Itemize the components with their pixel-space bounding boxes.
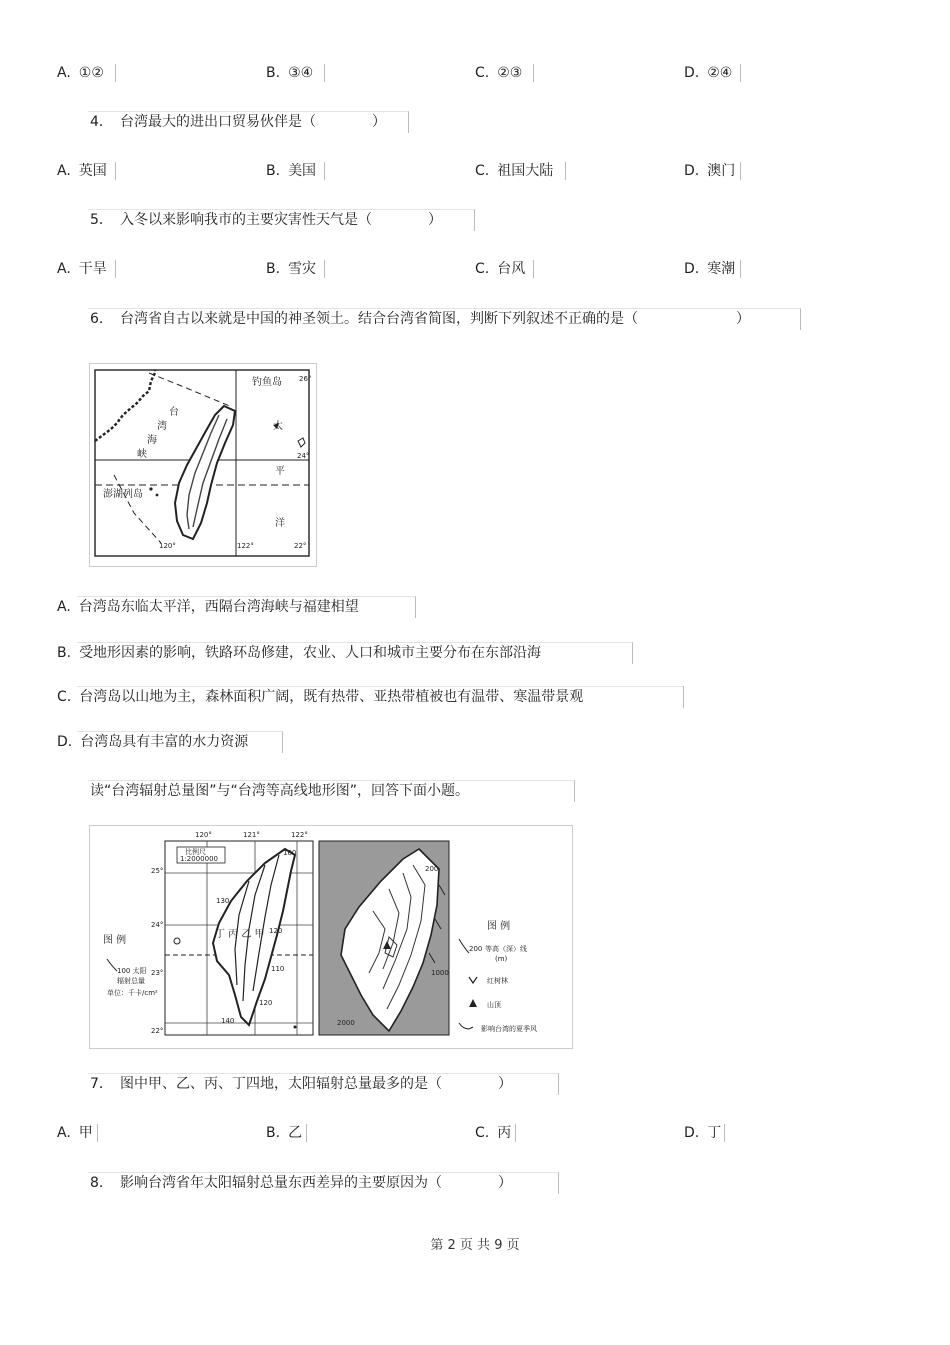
q4-option-a[interactable]: A. 英国	[57, 160, 107, 182]
mangrove-legend: 红树林	[487, 977, 508, 985]
legend-title-left: 图 例	[103, 935, 127, 946]
contour-unit: (m)	[495, 955, 508, 963]
lon120-label: 120°	[159, 542, 176, 550]
q5-options	[57, 258, 757, 280]
lon121: 121°	[243, 831, 260, 839]
q3-option-d[interactable]: D. ②④	[684, 62, 732, 84]
yang-label: 洋	[275, 518, 285, 529]
places-label: 丁 丙 乙 甲	[215, 929, 265, 940]
q8-stem: 8． 影响台湾省年太阳辐射总量东西差异的主要原因为（ ）	[90, 1172, 512, 1194]
v120-a: 120	[269, 927, 283, 935]
monsoon-legend: 影响台湾的夏季风	[481, 1025, 537, 1033]
legend-unit-left: 单位：千卡/cm²	[107, 989, 158, 997]
q7-option-b[interactable]: B. 乙	[266, 1122, 302, 1144]
taiwan-radiation-contour-maps	[89, 825, 573, 1049]
scale-value: 1:2000000	[180, 855, 218, 863]
strait-label-3: 海	[147, 435, 157, 446]
legend-line2-left: 辐射总量	[117, 977, 145, 985]
q5-option-c[interactable]: C. 台风	[475, 258, 525, 280]
v130: 130	[216, 897, 230, 905]
q3-options	[57, 62, 757, 84]
q4-option-d[interactable]: D. 澳门	[684, 160, 735, 182]
q7-option-c[interactable]: C. 丙	[475, 1122, 511, 1144]
v110: 110	[271, 965, 285, 973]
ping-label: 平	[275, 466, 285, 477]
q5-option-a[interactable]: A. 干旱	[57, 258, 107, 280]
q3-option-a[interactable]: A. ①②	[57, 62, 104, 84]
q4-options	[57, 160, 757, 182]
taiwan-map	[89, 363, 317, 567]
lat22-label: 22°	[294, 542, 307, 550]
q7-option-d[interactable]: D. 丁	[684, 1122, 721, 1144]
strait-label-4: 峡	[137, 449, 147, 460]
q3-option-b[interactable]: B. ③④	[266, 62, 313, 84]
contour-legend: 等高（深）线	[485, 945, 527, 953]
lat24-label: 24°	[297, 452, 310, 460]
legend-line-left: 100 太阳	[117, 967, 147, 975]
q3-option-c[interactable]: C. ②③	[475, 62, 522, 84]
lat24: 24°	[151, 921, 164, 929]
scale-title: 比例尺	[185, 848, 206, 856]
q6-option-d[interactable]: D. 台湾岛具有丰富的水力资源	[57, 731, 248, 753]
q7-options	[57, 1122, 757, 1144]
lon122: 122°	[291, 831, 308, 839]
lon122-label: 122°	[237, 542, 254, 550]
v120-b: 120	[259, 999, 273, 1007]
lat25: 25°	[151, 867, 164, 875]
q5-option-b[interactable]: B. 雪灾	[266, 258, 316, 280]
diaoyu-label: 钓鱼岛	[252, 377, 282, 388]
q4-option-c[interactable]: C. 祖国大陆	[475, 160, 553, 182]
d2000-left: 2000	[337, 1019, 355, 1027]
q5-option-d[interactable]: D. 寒潮	[684, 258, 735, 280]
lat22: 22°	[151, 1027, 164, 1035]
legend-title-right: 图 例	[487, 921, 511, 932]
q6-option-c[interactable]: C. 台湾岛以山地为主，森林面积广阔，既有热带、亚热带植被也有温带、寒温带景观	[57, 686, 583, 708]
d200-legend: 200	[469, 945, 483, 953]
lat23: 23°	[151, 969, 164, 977]
v100: 100	[283, 849, 297, 857]
q6-stem: 6． 台湾省自古以来就是中国的神圣领土。结合台湾省简图，判断下列叙述不正确的是（ ）	[90, 308, 750, 330]
q5-stem: 5． 入冬以来影响我市的主要灾害性天气是（ ）	[90, 209, 442, 231]
strait-label-1: 台	[169, 407, 179, 418]
q6-option-a[interactable]: A. 台湾岛东临太平洋，西隔台湾海峡与福建相望	[57, 596, 359, 618]
peak-legend: 山顶	[487, 1001, 501, 1009]
page-footer: 第 2 页 共 9 页	[430, 1238, 520, 1253]
d1000-right: 1000	[431, 969, 449, 977]
q7-stem: 7． 图中甲、乙、丙、丁四地，太阳辐射总量最多的是（ ）	[90, 1073, 512, 1095]
q4-option-b[interactable]: B. 美国	[266, 160, 316, 182]
v140: 140	[221, 1017, 235, 1025]
reading-instruction: 读“台湾辐射总量图”与“台湾等高线地形图”，回答下面小题。	[90, 780, 469, 802]
q4-stem: 4． 台湾最大的进出口贸易伙伴是（ ）	[90, 111, 386, 133]
lat26-label: 26°	[299, 375, 312, 383]
lon120: 120°	[195, 831, 212, 839]
penghu-label: 澎湖列岛	[103, 489, 143, 500]
strait-label-2: 湾	[157, 421, 167, 432]
q6-option-b[interactable]: B. 受地形因素的影响，铁路环岛修建，农业、人口和城市主要分布在东部沿海	[57, 642, 541, 664]
tai-label: 太	[273, 421, 283, 432]
q7-option-a[interactable]: A. 甲	[57, 1122, 93, 1144]
d200-right: 200	[425, 865, 439, 873]
